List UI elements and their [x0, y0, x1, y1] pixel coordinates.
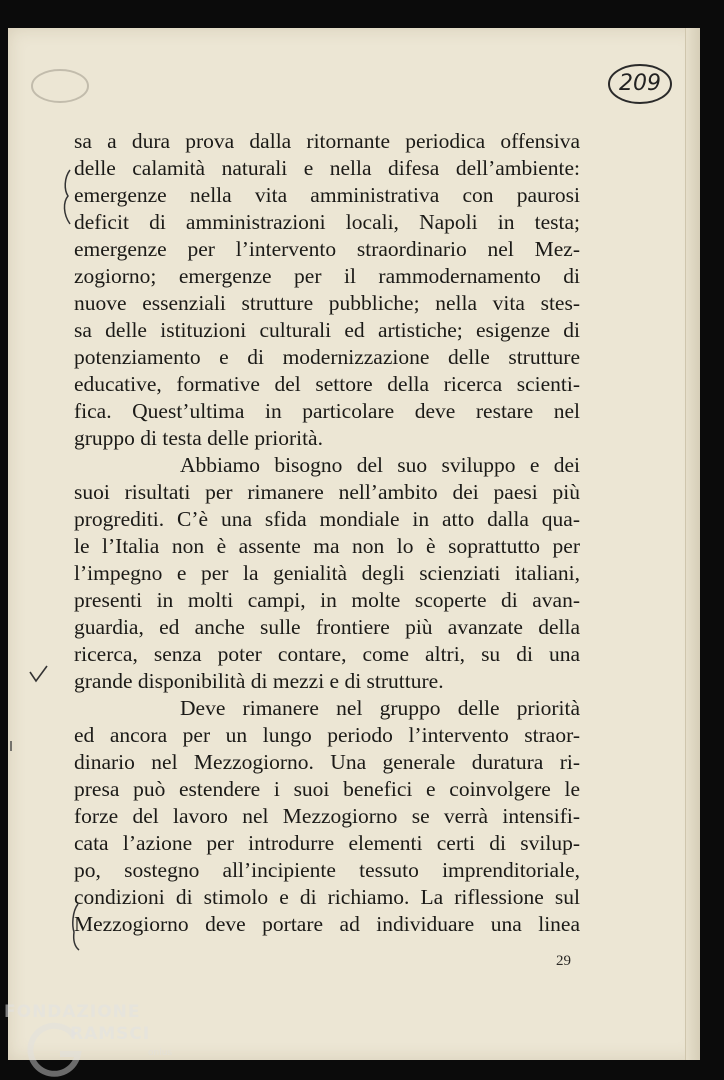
handwritten-archive-number: [606, 62, 674, 106]
margin-tick-icon: [8, 740, 14, 752]
margin-bracket-icon: [68, 902, 82, 952]
watermark-suffix: onlus: [148, 1048, 173, 1058]
margin-bracket-icon: [60, 168, 74, 226]
text-line: potenziamento e di modernizzazione delle strutture: [74, 345, 580, 369]
text-line: ricerca, senza poter contare, come altri, su di una: [74, 642, 580, 666]
text-line: suoi risultati per rimanere nell’ambito dei paesi più: [74, 480, 580, 504]
text-line: educative, formative del settore della ricerca scienti-: [74, 372, 580, 396]
text-line: presa può estendere i suoi benefici e coinvolgere le: [74, 777, 580, 801]
page-number: 29: [556, 953, 571, 969]
text-line: progrediti. C’è una sfida mondiale in atto dalla qua-: [74, 507, 580, 531]
text-line: guardia, ed anche sulle frontiere più avanzate della: [74, 615, 580, 639]
body-text: [74, 128, 580, 938]
text-line: Mezzogiorno deve portare ad individuare una linea: [74, 912, 580, 936]
archive-number-text: 209: [619, 71, 661, 96]
text-line: grande disponibilità di mezzi e di strutture.: [74, 669, 444, 693]
text-line: sa delle istituzioni culturali ed artistiche; esigenze di: [74, 318, 580, 342]
text-line: sa a dura prova dalla ritornante periodica offensiva: [74, 129, 580, 153]
document-page: [8, 28, 700, 1060]
text-line: ed ancora per un lungo periodo l’intervento straor-: [74, 723, 580, 747]
text-line: l’impegno e per la genialità degli scienziati italiani,: [74, 561, 580, 585]
text-line: Deve rimanere nel gruppo delle priorità: [180, 696, 580, 720]
text-line: po, sostegno all’incipiente tessuto imprenditoriale,: [74, 858, 580, 882]
margin-checkmark-icon: [28, 664, 50, 684]
text-line: presenti in molti campi, in molte scoperte di avan-: [74, 588, 580, 612]
text-line: zogiorno; emergenze per il rammodernamento di: [74, 264, 580, 288]
text-line: forze del lavoro nel Mezzogiorno se verrà intensifi-: [74, 804, 580, 828]
text-line: le l’Italia non è assente ma non lo è soprattutto per: [74, 534, 580, 558]
text-line: emergenze per l’intervento straordinario nel Mez-: [74, 237, 580, 261]
watermark-line2: RAMSCI: [70, 1024, 151, 1044]
text-line: emergenze nella vita amministrativa con paurosi: [74, 183, 580, 207]
text-line: delle calamità naturali e nella difesa dell’ambiente:: [74, 156, 580, 180]
text-line: cata l’azione per introdurre elementi certi di svilup-: [74, 831, 580, 855]
watermark-line1: FONDAZIONE: [4, 1002, 141, 1022]
text-line: condizioni di stimolo e di richiamo. La riflessione sul: [74, 885, 580, 909]
faded-archive-number-icon: [28, 66, 92, 106]
text-line: Abbiamo bisogno del suo sviluppo e dei: [180, 453, 580, 477]
page-edge: [685, 28, 700, 1060]
text-line: fica. Quest’ultima in particolare deve restare nel: [74, 399, 580, 423]
text-line: nuove essenziali strutture pubbliche; nella vita stes-: [74, 291, 580, 315]
text-line: dinario nel Mezzogiorno. Una generale duratura ri-: [74, 750, 580, 774]
fondazione-gramsci-watermark: [0, 998, 190, 1078]
text-line: gruppo di testa delle priorità.: [74, 426, 323, 450]
text-line: deficit di amministrazioni locali, Napoli in testa;: [74, 210, 580, 234]
